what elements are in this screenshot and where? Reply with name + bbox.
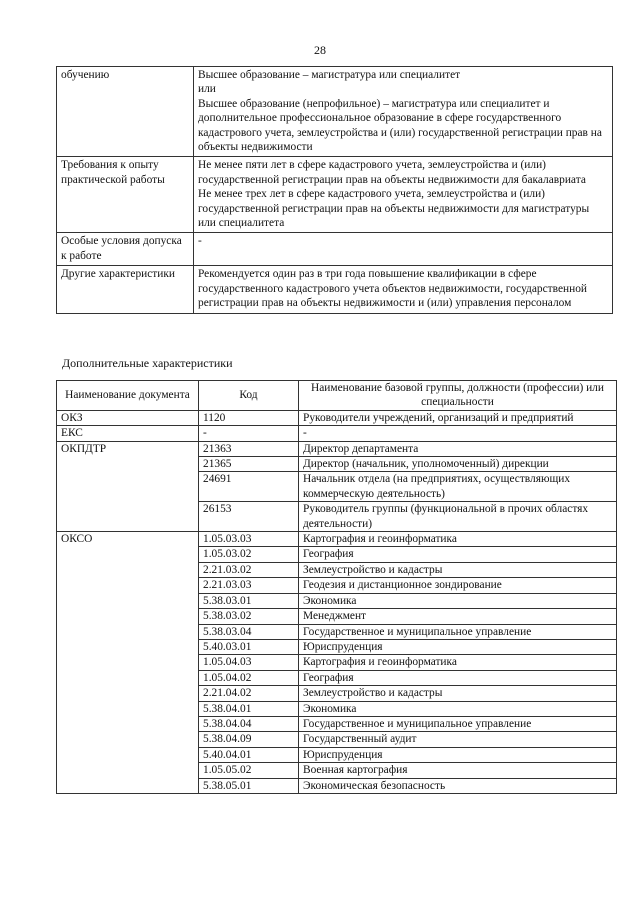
requirement-value-line: - <box>198 235 202 248</box>
requirement-label: Другие характеристики <box>57 266 194 313</box>
name-cell: - <box>299 426 617 441</box>
requirement-value-line: или <box>198 83 216 96</box>
code-cell: 1.05.05.02 <box>199 763 299 778</box>
additional-characteristics-table <box>56 380 617 794</box>
table-row <box>57 763 617 778</box>
name-cell: Картография и геоинформатика <box>299 655 617 670</box>
code-cell: 5.38.05.01 <box>199 778 299 793</box>
header-code: Код <box>199 381 299 411</box>
table-row <box>57 732 617 747</box>
name-cell: География <box>299 547 617 562</box>
requirement-row <box>57 157 613 233</box>
name-cell: Экономика <box>299 701 617 716</box>
table-row <box>57 547 617 562</box>
requirement-value-line: Не менее трех лет в сфере кадастрового учета, землеустройства и (или) государственной регистрации прав на объекты недвижимости для магистратуры или специалитета <box>198 188 590 230</box>
name-cell: География <box>299 670 617 685</box>
section-title: Дополнительные характеристики <box>62 356 233 370</box>
code-cell: 5.38.03.04 <box>199 624 299 639</box>
table-row <box>57 578 617 593</box>
name-cell: Землеустройство и кадастры <box>299 686 617 701</box>
code-cell: 21365 <box>199 457 299 472</box>
requirement-row <box>57 266 613 313</box>
document-cell <box>57 686 199 701</box>
requirement-label: Требования к опыту практической работы <box>57 157 194 233</box>
name-cell: Директор (начальник, уполномоченный) дирекции <box>299 457 617 472</box>
table-row <box>57 593 617 608</box>
document-cell <box>57 502 199 532</box>
table-row <box>57 747 617 762</box>
code-cell: - <box>199 426 299 441</box>
code-cell: 5.38.04.04 <box>199 716 299 731</box>
name-cell: Руководители учреждений, организаций и предприятий <box>299 410 617 425</box>
name-cell: Картография и геоинформатика <box>299 532 617 547</box>
requirement-label: Особые условия допуска к работе <box>57 233 194 266</box>
header-document: Наименование документа <box>57 381 199 411</box>
code-cell: 5.38.04.09 <box>199 732 299 747</box>
requirement-value-line: Высшее образование (непрофильное) – магистратура или специалитет и дополнительное профессиональное образование в сфере государственного кадастрового учета, землеустройства и (или) государственной регистрации прав на объекты недвижимости <box>198 97 602 154</box>
name-cell: Государственный аудит <box>299 732 617 747</box>
table-row <box>57 441 617 456</box>
code-cell: 1.05.03.02 <box>199 547 299 562</box>
requirement-value-line: Рекомендуется один раз в три года повышение квалификации в сфере государственного кадастрового учета объектов недвижимости, государственной регистрации прав на объекты недвижимости и (или) управления персоналом <box>198 268 587 310</box>
table-row <box>57 686 617 701</box>
name-cell: Юриспруденция <box>299 747 617 762</box>
document-cell <box>57 609 199 624</box>
requirement-value <box>194 266 613 313</box>
code-cell: 5.40.04.01 <box>199 747 299 762</box>
code-cell: 1.05.04.02 <box>199 670 299 685</box>
table-row <box>57 472 617 502</box>
document-cell <box>57 562 199 577</box>
table-row <box>57 502 617 532</box>
header-row <box>57 381 617 411</box>
code-cell: 1.05.03.03 <box>199 532 299 547</box>
code-cell: 21363 <box>199 441 299 456</box>
document-cell: ОКЗ <box>57 410 199 425</box>
code-cell: 2.21.04.02 <box>199 686 299 701</box>
code-cell: 26153 <box>199 502 299 532</box>
code-cell: 5.40.03.01 <box>199 639 299 654</box>
table-row <box>57 457 617 472</box>
name-cell: Государственное и муниципальное управление <box>299 716 617 731</box>
requirement-row <box>57 233 613 266</box>
code-cell: 2.21.03.02 <box>199 562 299 577</box>
table-row <box>57 532 617 547</box>
name-cell: Экономика <box>299 593 617 608</box>
requirement-value <box>194 233 613 266</box>
table-row <box>57 670 617 685</box>
code-cell: 1.05.04.03 <box>199 655 299 670</box>
code-cell: 24691 <box>199 472 299 502</box>
table-row <box>57 426 617 441</box>
name-cell: Военная картография <box>299 763 617 778</box>
table-row <box>57 655 617 670</box>
requirement-value-line: Не менее пяти лет в сфере кадастрового учета, землеустройства и (или) государственной регистрации прав на объекты недвижимости для бакалавриата <box>198 159 586 186</box>
code-cell: 5.38.04.01 <box>199 701 299 716</box>
document-cell <box>57 763 199 778</box>
requirement-value-line: Высшее образование – магистратура или специалитет <box>198 69 461 81</box>
table-row <box>57 716 617 731</box>
page-number: 28 <box>314 43 326 57</box>
document-cell <box>57 578 199 593</box>
name-cell: Руководитель группы (функциональной в прочих областях деятельности) <box>299 502 617 532</box>
code-cell: 1120 <box>199 410 299 425</box>
name-cell: Начальник отдела (на предприятиях, осуществляющих коммерческую деятельность) <box>299 472 617 502</box>
name-cell: Экономическая безопасность <box>299 778 617 793</box>
document-cell <box>57 472 199 502</box>
document-cell <box>57 732 199 747</box>
document-cell <box>57 701 199 716</box>
name-cell: Директор департамента <box>299 441 617 456</box>
table-row <box>57 778 617 793</box>
document-cell <box>57 639 199 654</box>
code-cell: 5.38.03.01 <box>199 593 299 608</box>
document-cell: ЕКС <box>57 426 199 441</box>
document-cell <box>57 778 199 793</box>
document-cell: ОКПДТР <box>57 441 199 456</box>
table-row <box>57 639 617 654</box>
table-row <box>57 562 617 577</box>
document-cell <box>57 655 199 670</box>
requirement-row <box>57 67 613 157</box>
name-cell: Юриспруденция <box>299 639 617 654</box>
requirements-table <box>56 66 613 314</box>
requirement-value <box>194 67 613 157</box>
document-cell <box>57 670 199 685</box>
document-cell <box>57 747 199 762</box>
name-cell: Государственное и муниципальное управление <box>299 624 617 639</box>
code-cell: 2.21.03.03 <box>199 578 299 593</box>
name-cell: Землеустройство и кадастры <box>299 562 617 577</box>
name-cell: Менеджмент <box>299 609 617 624</box>
document-cell <box>57 716 199 731</box>
table-row <box>57 410 617 425</box>
header-name: Наименование базовой группы, должности (профессии) или специальности <box>299 381 617 411</box>
table-row <box>57 624 617 639</box>
code-cell: 5.38.03.02 <box>199 609 299 624</box>
table-row <box>57 609 617 624</box>
table-row <box>57 701 617 716</box>
document-cell <box>57 547 199 562</box>
requirement-label: обучению <box>57 67 194 157</box>
document-cell <box>57 457 199 472</box>
document-cell <box>57 593 199 608</box>
document-cell: ОКСО <box>57 532 199 547</box>
name-cell: Геодезия и дистанционное зондирование <box>299 578 617 593</box>
document-cell <box>57 624 199 639</box>
requirement-value <box>194 157 613 233</box>
